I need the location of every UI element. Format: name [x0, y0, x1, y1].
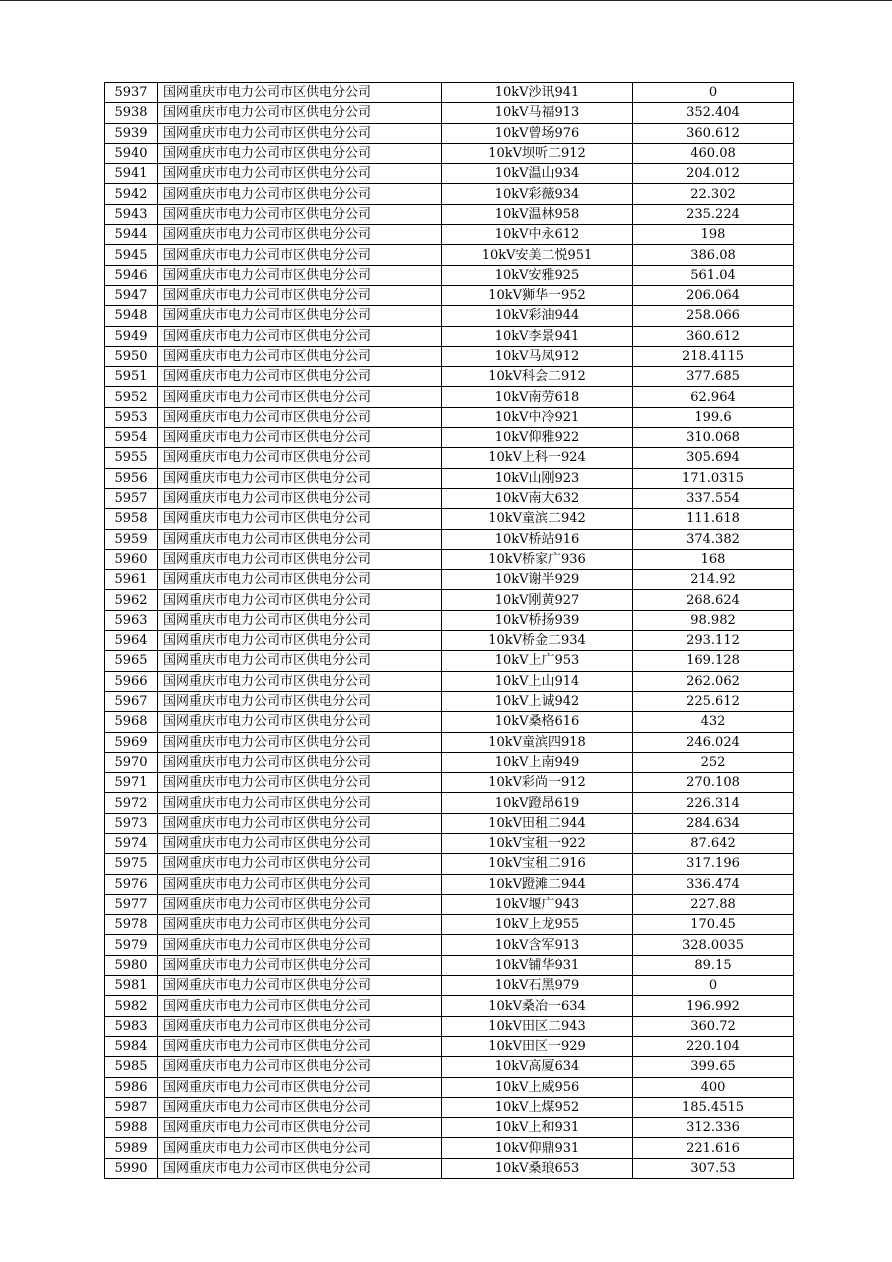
row-id-cell: 5953	[105, 407, 158, 427]
company-cell: 国网重庆市电力公司市区供电分公司	[158, 1097, 442, 1117]
value-cell: 168	[633, 549, 794, 569]
company-cell: 国网重庆市电力公司市区供电分公司	[158, 1057, 442, 1077]
row-id-cell: 5962	[105, 590, 158, 610]
row-id-cell: 5983	[105, 1016, 158, 1036]
row-id-cell: 5977	[105, 894, 158, 914]
value-cell: 270.108	[633, 773, 794, 793]
company-cell: 国网重庆市电力公司市区供电分公司	[158, 671, 442, 691]
value-cell: 235.224	[633, 204, 794, 224]
line-name-cell: 10kV科会二912	[442, 367, 633, 387]
value-cell: 98.982	[633, 610, 794, 630]
row-id-cell: 5959	[105, 529, 158, 549]
value-cell: 284.634	[633, 813, 794, 833]
table-row	[105, 976, 794, 996]
row-id-cell: 5978	[105, 915, 158, 935]
row-id-cell: 5982	[105, 996, 158, 1016]
table-row	[105, 407, 794, 427]
row-id-cell: 5971	[105, 773, 158, 793]
value-cell: 360.612	[633, 123, 794, 143]
value-cell: 226.314	[633, 793, 794, 813]
table-row	[105, 955, 794, 975]
row-id-cell: 5943	[105, 204, 158, 224]
company-cell: 国网重庆市电力公司市区供电分公司	[158, 184, 442, 204]
table-row	[105, 712, 794, 732]
line-name-cell: 10kV蹬滩二944	[442, 874, 633, 894]
value-cell: 336.474	[633, 874, 794, 894]
row-id-cell: 5950	[105, 346, 158, 366]
row-id-cell: 5955	[105, 448, 158, 468]
company-cell: 国网重庆市电力公司市区供电分公司	[158, 103, 442, 123]
company-cell: 国网重庆市电力公司市区供电分公司	[158, 387, 442, 407]
line-name-cell: 10kV马凤912	[442, 346, 633, 366]
company-cell: 国网重庆市电力公司市区供电分公司	[158, 428, 442, 448]
row-id-cell: 5958	[105, 509, 158, 529]
table-row	[105, 448, 794, 468]
value-cell: 89.15	[633, 955, 794, 975]
line-name-cell: 10kV南劳618	[442, 387, 633, 407]
company-cell: 国网重庆市电力公司市区供电分公司	[158, 488, 442, 508]
company-cell: 国网重庆市电力公司市区供电分公司	[158, 732, 442, 752]
value-cell: 185.4515	[633, 1097, 794, 1117]
row-id-cell: 5938	[105, 103, 158, 123]
line-name-cell: 10kV桥扬939	[442, 610, 633, 630]
value-cell: 307.53	[633, 1158, 794, 1178]
company-cell: 国网重庆市电力公司市区供电分公司	[158, 367, 442, 387]
line-name-cell: 10kV上威956	[442, 1077, 633, 1097]
line-name-cell: 10kV上煤952	[442, 1097, 633, 1117]
value-cell: 360.72	[633, 1016, 794, 1036]
line-name-cell: 10kV桥家广936	[442, 549, 633, 569]
table-row	[105, 590, 794, 610]
line-name-cell: 10kV宝租一922	[442, 833, 633, 853]
line-name-cell: 10kV上南949	[442, 752, 633, 772]
value-cell: 399.65	[633, 1057, 794, 1077]
table-row	[105, 428, 794, 448]
line-name-cell: 10kV曾场976	[442, 123, 633, 143]
table-row	[105, 671, 794, 691]
row-id-cell: 5974	[105, 833, 158, 853]
company-cell: 国网重庆市电力公司市区供电分公司	[158, 407, 442, 427]
value-cell: 0	[633, 976, 794, 996]
value-cell: 293.112	[633, 631, 794, 651]
table-row	[105, 245, 794, 265]
row-id-cell: 5963	[105, 610, 158, 630]
line-name-cell: 10kV彩尚一912	[442, 773, 633, 793]
row-id-cell: 5985	[105, 1057, 158, 1077]
company-cell: 国网重庆市电力公司市区供电分公司	[158, 894, 442, 914]
row-id-cell: 5937	[105, 83, 158, 103]
table-row	[105, 874, 794, 894]
value-cell: 221.616	[633, 1138, 794, 1158]
row-id-cell: 5939	[105, 123, 158, 143]
row-id-cell: 5989	[105, 1138, 158, 1158]
row-id-cell: 5984	[105, 1036, 158, 1056]
company-cell: 国网重庆市电力公司市区供电分公司	[158, 610, 442, 630]
company-cell: 国网重庆市电力公司市区供电分公司	[158, 590, 442, 610]
value-cell: 214.92	[633, 570, 794, 590]
value-cell: 198	[633, 225, 794, 245]
row-id-cell: 5957	[105, 488, 158, 508]
line-name-cell: 10kV安雅925	[442, 265, 633, 285]
row-id-cell: 5976	[105, 874, 158, 894]
table-row	[105, 732, 794, 752]
table-row	[105, 915, 794, 935]
table-row	[105, 813, 794, 833]
line-name-cell: 10kV坝听二912	[442, 143, 633, 163]
value-cell: 218.4115	[633, 346, 794, 366]
value-cell: 206.064	[633, 285, 794, 305]
table-row	[105, 631, 794, 651]
table-row	[105, 1057, 794, 1077]
line-name-cell: 10kV田区二943	[442, 1016, 633, 1036]
company-cell: 国网重庆市电力公司市区供电分公司	[158, 874, 442, 894]
company-cell: 国网重庆市电力公司市区供电分公司	[158, 955, 442, 975]
line-name-cell: 10kV蹬昂619	[442, 793, 633, 813]
row-id-cell: 5966	[105, 671, 158, 691]
row-id-cell: 5988	[105, 1118, 158, 1138]
line-name-cell: 10kV田区一929	[442, 1036, 633, 1056]
table-row	[105, 468, 794, 488]
value-cell: 317.196	[633, 854, 794, 874]
company-cell: 国网重庆市电力公司市区供电分公司	[158, 691, 442, 711]
row-id-cell: 5942	[105, 184, 158, 204]
company-cell: 国网重庆市电力公司市区供电分公司	[158, 651, 442, 671]
table-row	[105, 996, 794, 1016]
line-name-cell: 10kV李景941	[442, 326, 633, 346]
line-name-cell: 10kV彩薇934	[442, 184, 633, 204]
table-row	[105, 610, 794, 630]
value-cell: 204.012	[633, 164, 794, 184]
line-name-cell: 10kV温林958	[442, 204, 633, 224]
value-cell: 328.0035	[633, 935, 794, 955]
row-id-cell: 5967	[105, 691, 158, 711]
row-id-cell: 5946	[105, 265, 158, 285]
company-cell: 国网重庆市电力公司市区供电分公司	[158, 996, 442, 1016]
line-name-cell: 10kV仰雅922	[442, 428, 633, 448]
company-cell: 国网重庆市电力公司市区供电分公司	[158, 773, 442, 793]
company-cell: 国网重庆市电力公司市区供电分公司	[158, 509, 442, 529]
row-id-cell: 5954	[105, 428, 158, 448]
value-cell: 87.642	[633, 833, 794, 853]
row-id-cell: 5981	[105, 976, 158, 996]
value-cell: 432	[633, 712, 794, 732]
line-name-cell: 10kV堰广943	[442, 894, 633, 914]
row-id-cell: 5961	[105, 570, 158, 590]
line-name-cell: 10kV高厦634	[442, 1057, 633, 1077]
line-name-cell: 10kV童滨四918	[442, 732, 633, 752]
table-row	[105, 367, 794, 387]
table-row	[105, 549, 794, 569]
table-row	[105, 225, 794, 245]
company-cell: 国网重庆市电力公司市区供电分公司	[158, 326, 442, 346]
company-cell: 国网重庆市电力公司市区供电分公司	[158, 631, 442, 651]
value-cell: 386.08	[633, 245, 794, 265]
company-cell: 国网重庆市电力公司市区供电分公司	[158, 83, 442, 103]
table-row	[105, 1138, 794, 1158]
table-row	[105, 1077, 794, 1097]
line-name-cell: 10kV上诚942	[442, 691, 633, 711]
company-cell: 国网重庆市电力公司市区供电分公司	[158, 833, 442, 853]
company-cell: 国网重庆市电力公司市区供电分公司	[158, 164, 442, 184]
company-cell: 国网重庆市电力公司市区供电分公司	[158, 448, 442, 468]
table-row	[105, 529, 794, 549]
table-row	[105, 83, 794, 103]
line-name-cell: 10kV仰鼎931	[442, 1138, 633, 1158]
table-row	[105, 387, 794, 407]
value-cell: 199.6	[633, 407, 794, 427]
row-id-cell: 5972	[105, 793, 158, 813]
table-row	[105, 1158, 794, 1178]
company-cell: 国网重庆市电力公司市区供电分公司	[158, 935, 442, 955]
table-row	[105, 833, 794, 853]
line-name-cell: 10kV田租二944	[442, 813, 633, 833]
line-name-cell: 10kV刚黄927	[442, 590, 633, 610]
company-cell: 国网重庆市电力公司市区供电分公司	[158, 915, 442, 935]
value-cell: 0	[633, 83, 794, 103]
company-cell: 国网重庆市电力公司市区供电分公司	[158, 306, 442, 326]
value-cell: 246.024	[633, 732, 794, 752]
value-cell: 252	[633, 752, 794, 772]
line-name-cell: 10kV南大632	[442, 488, 633, 508]
company-cell: 国网重庆市电力公司市区供电分公司	[158, 1158, 442, 1178]
value-cell: 111.618	[633, 509, 794, 529]
company-cell: 国网重庆市电力公司市区供电分公司	[158, 123, 442, 143]
table-row	[105, 793, 794, 813]
table-row	[105, 854, 794, 874]
row-id-cell: 5969	[105, 732, 158, 752]
table-row	[105, 691, 794, 711]
value-cell: 170.45	[633, 915, 794, 935]
line-name-cell: 10kV宝租二916	[442, 854, 633, 874]
line-name-cell: 10kV桥金二934	[442, 631, 633, 651]
table-row	[105, 123, 794, 143]
value-cell: 337.554	[633, 488, 794, 508]
line-name-cell: 10kV马福913	[442, 103, 633, 123]
table-row	[105, 204, 794, 224]
table-row	[105, 184, 794, 204]
row-id-cell: 5990	[105, 1158, 158, 1178]
company-cell: 国网重庆市电力公司市区供电分公司	[158, 570, 442, 590]
value-cell: 312.336	[633, 1118, 794, 1138]
company-cell: 国网重庆市电力公司市区供电分公司	[158, 1138, 442, 1158]
line-name-cell: 10kV中冷921	[442, 407, 633, 427]
value-cell: 377.685	[633, 367, 794, 387]
company-cell: 国网重庆市电力公司市区供电分公司	[158, 225, 442, 245]
page-top-rule	[0, 0, 892, 1]
value-cell: 305.694	[633, 448, 794, 468]
row-id-cell: 5940	[105, 143, 158, 163]
table-row	[105, 488, 794, 508]
line-name-cell: 10kV彩油944	[442, 306, 633, 326]
company-cell: 国网重庆市电力公司市区供电分公司	[158, 752, 442, 772]
value-cell: 258.066	[633, 306, 794, 326]
value-cell: 62.964	[633, 387, 794, 407]
value-cell: 169.128	[633, 651, 794, 671]
row-id-cell: 5956	[105, 468, 158, 488]
row-id-cell: 5948	[105, 306, 158, 326]
line-name-cell: 10kV沙讯941	[442, 83, 633, 103]
row-id-cell: 5944	[105, 225, 158, 245]
value-cell: 310.068	[633, 428, 794, 448]
value-cell: 22.302	[633, 184, 794, 204]
company-cell: 国网重庆市电力公司市区供电分公司	[158, 143, 442, 163]
line-name-cell: 10kV山刚923	[442, 468, 633, 488]
table-row	[105, 1118, 794, 1138]
row-id-cell: 5949	[105, 326, 158, 346]
line-name-cell: 10kV桑格616	[442, 712, 633, 732]
company-cell: 国网重庆市电力公司市区供电分公司	[158, 712, 442, 732]
table-row	[105, 285, 794, 305]
line-name-cell: 10kV铺华931	[442, 955, 633, 975]
line-name-cell: 10kV桑冶一634	[442, 996, 633, 1016]
row-id-cell: 5973	[105, 813, 158, 833]
row-id-cell: 5941	[105, 164, 158, 184]
table-row	[105, 1016, 794, 1036]
company-cell: 国网重庆市电力公司市区供电分公司	[158, 976, 442, 996]
row-id-cell: 5951	[105, 367, 158, 387]
company-cell: 国网重庆市电力公司市区供电分公司	[158, 245, 442, 265]
line-name-cell: 10kV上和931	[442, 1118, 633, 1138]
line-name-cell: 10kV谢半929	[442, 570, 633, 590]
company-cell: 国网重庆市电力公司市区供电分公司	[158, 549, 442, 569]
table-row	[105, 752, 794, 772]
value-cell: 268.624	[633, 590, 794, 610]
table-row	[105, 103, 794, 123]
row-id-cell: 5979	[105, 935, 158, 955]
company-cell: 国网重庆市电力公司市区供电分公司	[158, 813, 442, 833]
row-id-cell: 5970	[105, 752, 158, 772]
line-name-cell: 10kV温山934	[442, 164, 633, 184]
table-row	[105, 894, 794, 914]
row-id-cell: 5968	[105, 712, 158, 732]
company-cell: 国网重庆市电力公司市区供电分公司	[158, 1036, 442, 1056]
table-row	[105, 509, 794, 529]
table-row	[105, 773, 794, 793]
value-cell: 400	[633, 1077, 794, 1097]
table-row	[105, 1036, 794, 1056]
value-cell: 220.104	[633, 1036, 794, 1056]
data-table	[104, 82, 794, 1179]
line-name-cell: 10kV中永612	[442, 225, 633, 245]
row-id-cell: 5975	[105, 854, 158, 874]
table-row	[105, 164, 794, 184]
row-id-cell: 5945	[105, 245, 158, 265]
value-cell: 196.992	[633, 996, 794, 1016]
company-cell: 国网重庆市电力公司市区供电分公司	[158, 265, 442, 285]
row-id-cell: 5965	[105, 651, 158, 671]
table-row	[105, 265, 794, 285]
table-row	[105, 570, 794, 590]
row-id-cell: 5952	[105, 387, 158, 407]
row-id-cell: 5987	[105, 1097, 158, 1117]
company-cell: 国网重庆市电力公司市区供电分公司	[158, 529, 442, 549]
value-cell: 352.404	[633, 103, 794, 123]
value-cell: 225.612	[633, 691, 794, 711]
line-name-cell: 10kV桥站916	[442, 529, 633, 549]
value-cell: 171.0315	[633, 468, 794, 488]
line-name-cell: 10kV含军913	[442, 935, 633, 955]
value-cell: 360.612	[633, 326, 794, 346]
table-row	[105, 1097, 794, 1117]
row-id-cell: 5980	[105, 955, 158, 975]
line-name-cell: 10kV桑琅653	[442, 1158, 633, 1178]
company-cell: 国网重庆市电力公司市区供电分公司	[158, 468, 442, 488]
value-cell: 561.04	[633, 265, 794, 285]
line-name-cell: 10kV石黑979	[442, 976, 633, 996]
company-cell: 国网重庆市电力公司市区供电分公司	[158, 793, 442, 813]
company-cell: 国网重庆市电力公司市区供电分公司	[158, 1077, 442, 1097]
line-name-cell: 10kV上科一924	[442, 448, 633, 468]
line-name-cell: 10kV上山914	[442, 671, 633, 691]
company-cell: 国网重庆市电力公司市区供电分公司	[158, 204, 442, 224]
company-cell: 国网重庆市电力公司市区供电分公司	[158, 1118, 442, 1138]
line-name-cell: 10kV上龙955	[442, 915, 633, 935]
table-row	[105, 935, 794, 955]
table-row	[105, 143, 794, 163]
line-name-cell: 10kV童滨二942	[442, 509, 633, 529]
row-id-cell: 5947	[105, 285, 158, 305]
table-body	[105, 83, 794, 1179]
table-row	[105, 651, 794, 671]
table-row	[105, 346, 794, 366]
value-cell: 374.382	[633, 529, 794, 549]
line-name-cell: 10kV上广953	[442, 651, 633, 671]
value-cell: 262.062	[633, 671, 794, 691]
value-cell: 227.88	[633, 894, 794, 914]
line-name-cell: 10kV安美二悦951	[442, 245, 633, 265]
row-id-cell: 5960	[105, 549, 158, 569]
company-cell: 国网重庆市电力公司市区供电分公司	[158, 346, 442, 366]
company-cell: 国网重庆市电力公司市区供电分公司	[158, 285, 442, 305]
table-row	[105, 326, 794, 346]
company-cell: 国网重庆市电力公司市区供电分公司	[158, 1016, 442, 1036]
row-id-cell: 5964	[105, 631, 158, 651]
value-cell: 460.08	[633, 143, 794, 163]
row-id-cell: 5986	[105, 1077, 158, 1097]
table-row	[105, 306, 794, 326]
company-cell: 国网重庆市电力公司市区供电分公司	[158, 854, 442, 874]
line-name-cell: 10kV狮华一952	[442, 285, 633, 305]
